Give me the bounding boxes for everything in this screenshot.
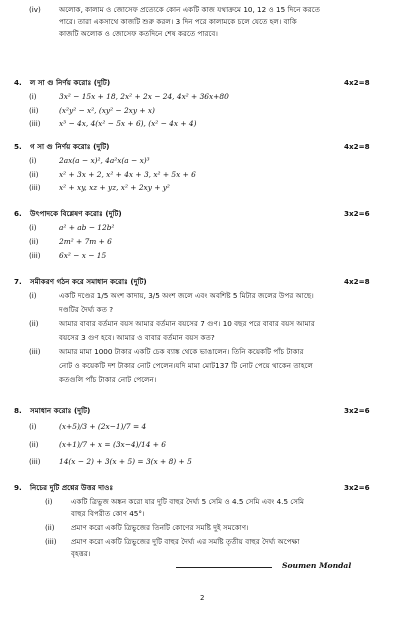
item-label: (iii) <box>29 347 41 356</box>
item-label: (ii) <box>29 440 39 449</box>
item-text: আমার বাবার বর্তমান বয়স আমার বর্তমান বয়সের 7 গুণ। 10 বছর পরে বাবার বয়স আমার <box>59 319 315 328</box>
section-title: ল সা গু নির্ণয় করোঃ (দুটি) <box>30 78 111 87</box>
section-title: নিচের দুটি প্রশ্নের উত্তর দাওঃ <box>30 483 114 492</box>
section-number: 6. <box>14 209 22 218</box>
item-text: বৃহত্তর। <box>71 549 91 558</box>
item-expression: x³ − 4x, 4(x² − 5x + 6), (x² − 4x + 4) <box>59 119 197 128</box>
item-text: প্রমাণ করো একটি ত্রিভুজের দুটি বাহুর দৈর্ঘ্য এর সমষ্টি তৃতীয় বাহুর দৈর্ঘ্য অপেক্ষা <box>71 537 300 546</box>
item-text: বাহুর বিপরীত কোণ 45°। <box>71 509 145 518</box>
item-expression: x² + 3x + 2, x² + 4x + 3, x² + 5x + 6 <box>59 170 196 179</box>
item-text: বয়সের 3 গুণ হবে। আমার ও বাবার বর্তমান বয়স কত? <box>59 333 215 342</box>
item-label: (i) <box>29 223 37 232</box>
item-expression: a² + ab − 12b² <box>59 223 115 232</box>
item-label: (i) <box>29 291 37 300</box>
item-label: (i) <box>29 92 37 101</box>
section-marks: 4x2=8 <box>344 277 370 286</box>
item-expression: 3x² − 15x + 18, 2x² + 2x − 24, 4x² + 36x+80 <box>59 92 229 101</box>
item-equation: 14(x − 2) + 3(x + 5) = 3(x + 8) + 5 <box>59 457 192 466</box>
item-text: একটি ত্রিভুজ অঙ্কন করো যার দুটি বাহুর দৈর্ঘ্য 5 সেমি ও 4.5 সেমি এবং 4.5 সেমি <box>71 497 305 506</box>
author-signature: Soumen Mondal <box>282 561 352 570</box>
item-label: (iii) <box>29 119 41 128</box>
item-expression: 6x² − x − 15 <box>59 251 107 260</box>
section-marks: 4x2=8 <box>344 142 370 151</box>
item-label: (ii) <box>29 237 39 246</box>
item-text: প্রমাণ করো একটি ত্রিভুজের তিনটি কোণের সমষ্টি দুই সমকোণ। <box>71 523 249 532</box>
item-text: কাজটি অলোক ও জোসেফ কতদিনে শেষ করতে পারবে। <box>59 29 218 38</box>
item-label: (i) <box>45 497 53 506</box>
signature-line <box>176 567 272 568</box>
item-text: আমার মামা 1000 টাকার একটি চেক ব্যাঙ্ক থেকে ভাঙালেন। তিনি কয়েকটি পাঁচ টাকার <box>59 347 304 356</box>
item-label: (i) <box>29 156 37 165</box>
section-number: 8. <box>14 406 22 415</box>
item-label: (iii) <box>29 183 41 192</box>
item-label: (ii) <box>29 319 39 328</box>
section-number: 9. <box>14 483 22 492</box>
item-label: (ii) <box>45 523 55 532</box>
section-marks: 4x2=8 <box>344 78 370 87</box>
section-title: সমাধান করোঃ (দুটি) <box>30 406 91 415</box>
section-marks: 3x2=6 <box>344 406 370 415</box>
item-equation: (x+1)/7 + x = (3x−4)/14 + 6 <box>59 440 166 449</box>
section-title: গ সা গু নির্ণয় করোঃ (দুটি) <box>30 142 110 151</box>
section-number: 4. <box>14 78 22 87</box>
item-label: (iv) <box>29 5 41 14</box>
item-expression: x² + xy, xz + yz, x² + 2xy + y² <box>59 183 170 192</box>
page-number: 2 <box>200 594 205 602</box>
item-text: অলোক, কালাম ও জোসেফ প্রত্যেকে কোন একটি কাজ যথাক্রমে 10, 12 ও 15 দিনে করতে <box>59 5 321 14</box>
item-label: (ii) <box>29 106 39 115</box>
section-number: 7. <box>14 277 22 286</box>
item-expression: (x²y² − x², (xy² − 2xy + x) <box>59 106 155 115</box>
item-label: (iii) <box>29 251 41 260</box>
item-expression: 2m² + 7m + 6 <box>59 237 112 246</box>
section-marks: 3x2=6 <box>344 209 370 218</box>
item-text: কতগুলি পাঁচ টাকার নোট পেলেন। <box>59 375 157 384</box>
section-marks: 3x2=6 <box>344 483 370 492</box>
section-title: সমীকরণ গঠন করে সমাধান করোঃ (দুটি) <box>30 277 147 286</box>
item-expression: 2ax(a − x)², 4a²x(a − x)³ <box>59 156 150 165</box>
item-text: দণ্ডটির দৈর্ঘ্য কত ? <box>59 305 114 314</box>
item-label: (i) <box>29 422 37 431</box>
item-text: নোট ও কয়েকটি দশ টাকার নোট পেলেন।যদি মামা মোট137 টি নোট পেয়ে থাকেন তাহলে <box>59 361 313 370</box>
item-equation: (x+5)/3 + (2x−1)/7 = 4 <box>59 422 147 431</box>
item-label: (iii) <box>29 457 41 466</box>
item-label: (iii) <box>45 537 57 546</box>
item-label: (ii) <box>29 170 39 179</box>
item-text: পারে। তারা একসাথে কাজটি শুরু করল। 3 দিন পরে কালামকে চলে যেতে হল। বাকি <box>59 17 297 26</box>
item-text: একটি দণ্ডের 1/5 অংশ কাদায়, 3/5 অংশ জলে এবং অবশিষ্ট 5 মিটার জলের উপর আছে। <box>59 291 314 300</box>
section-number: 5. <box>14 142 22 151</box>
section-title: উৎপাদকে বিশ্লেষণ করোঃ (দুটি) <box>30 209 122 218</box>
